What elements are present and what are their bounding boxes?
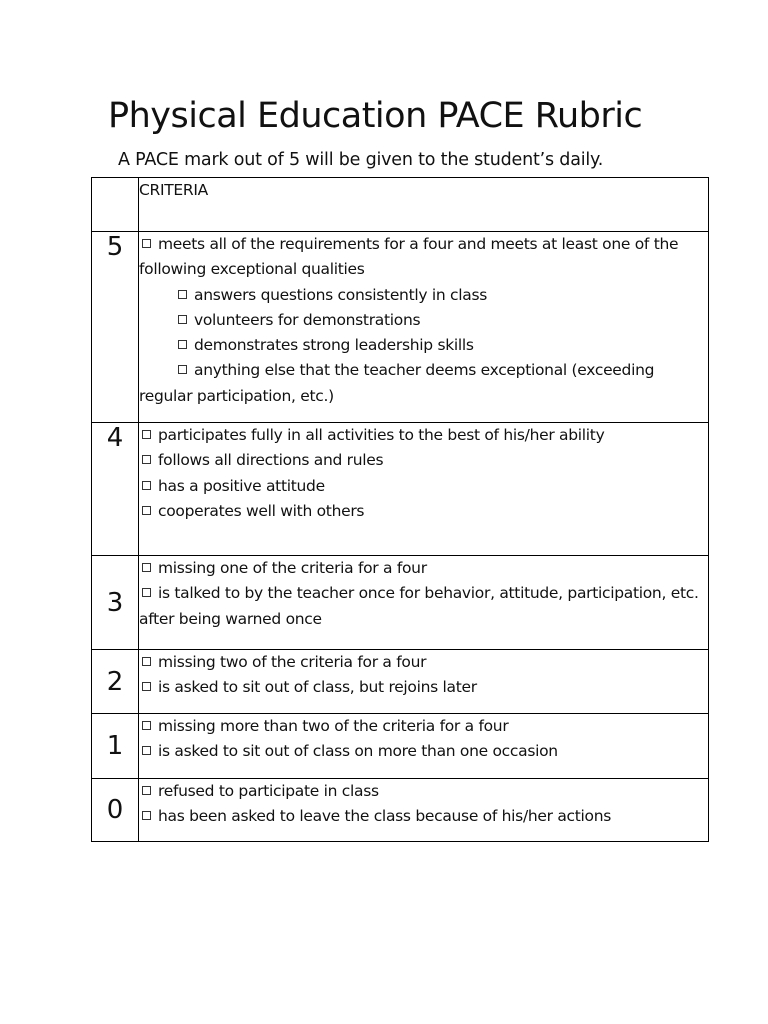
score-cell [92, 779, 139, 842]
criteria-item [139, 779, 708, 804]
checkbox-icon [178, 365, 187, 374]
criteria-item [139, 714, 708, 739]
criteria-text: cooperates well with others [158, 501, 365, 520]
header-score-cell [92, 178, 139, 232]
criteria-item [139, 650, 708, 675]
checkbox-icon [142, 506, 151, 515]
criteria-text: demonstrates strong leadership skills [194, 336, 474, 355]
score-value: 1 [106, 731, 124, 761]
criteria-subitem [139, 308, 708, 333]
criteria-text: missing more than two of the criteria for a four [158, 717, 509, 735]
score-value: 5 [106, 232, 124, 262]
criteria-cell [139, 556, 709, 650]
score-value: 3 [106, 587, 124, 618]
score-value: 4 [106, 423, 124, 453]
checkbox-icon [142, 746, 151, 755]
criteria-item [139, 804, 708, 829]
checkbox-icon [142, 455, 151, 464]
criteria-text: has a positive attitude [158, 476, 325, 495]
criteria-text: is talked to by the teacher once for behavior, attitude, participation, etc. after being warned once [139, 584, 699, 628]
criteria-text: is asked to sit out of class, but rejoins later [158, 678, 477, 697]
criteria-text: answers questions consistently in class [194, 285, 487, 304]
rubric-table [91, 177, 709, 842]
criteria-text: follows all directions and rules [158, 451, 384, 470]
criteria-subitem [139, 358, 708, 409]
criteria-item [139, 423, 708, 448]
criteria-item [139, 675, 708, 700]
checkbox-icon [142, 657, 151, 666]
checkbox-icon [142, 430, 151, 439]
criteria-item [139, 581, 708, 632]
criteria-item [139, 474, 708, 499]
rubric-row-5 [92, 232, 709, 423]
table-header-row [92, 178, 709, 232]
criteria-item [139, 739, 708, 764]
criteria-text: meets all of the requirements for a four and meets at least one of the following exceptional qualities [139, 235, 679, 279]
checkbox-icon [178, 340, 187, 349]
score-cell [92, 714, 139, 779]
criteria-text: missing one of the criteria for a four [158, 559, 427, 577]
checkbox-icon [142, 563, 151, 572]
checkbox-icon [142, 811, 151, 820]
criteria-text: has been asked to leave the class because of his/her actions [158, 807, 612, 826]
score-value: 0 [106, 795, 124, 825]
score-value: 2 [106, 666, 124, 697]
score-cell [92, 556, 139, 650]
checkbox-icon [142, 721, 151, 730]
criteria-text: participates fully in all activities to the best of his/her ability [158, 426, 605, 444]
rubric-row-0 [92, 779, 709, 842]
criteria-cell [139, 714, 709, 779]
page-title: Physical Education PACE Rubric [108, 96, 643, 136]
criteria-heading: CRITERIA [139, 181, 208, 199]
rubric-row-4 [92, 423, 709, 556]
header-criteria-cell [139, 178, 709, 232]
score-cell [92, 423, 139, 556]
criteria-cell [139, 423, 709, 556]
criteria-subitem [139, 333, 708, 358]
criteria-item [139, 448, 708, 473]
criteria-text: is asked to sit out of class on more than one occasion [158, 742, 558, 761]
checkbox-icon [142, 481, 151, 490]
checkbox-icon [178, 290, 187, 299]
criteria-text: missing two of the criteria for a four [158, 653, 427, 671]
rubric-row-1 [92, 714, 709, 779]
criteria-cell [139, 779, 709, 842]
criteria-cell [139, 232, 709, 423]
score-cell [92, 232, 139, 423]
criteria-text: anything else that the teacher deems exceptional (exceeding regular participation, etc.) [139, 361, 655, 405]
criteria-cell [139, 650, 709, 714]
checkbox-icon [142, 588, 151, 597]
criteria-item [139, 232, 708, 283]
page-subtitle: A PACE mark out of 5 will be given to the student’s daily. [118, 150, 604, 170]
criteria-text: refused to participate in class [158, 782, 379, 800]
score-cell [92, 650, 139, 714]
checkbox-icon [142, 239, 151, 248]
rubric-row-2 [92, 650, 709, 714]
criteria-item [139, 499, 708, 524]
checkbox-icon [178, 315, 187, 324]
criteria-text: volunteers for demonstrations [194, 310, 421, 329]
checkbox-icon [142, 786, 151, 795]
criteria-item [139, 556, 708, 581]
checkbox-icon [142, 682, 151, 691]
criteria-subitem [139, 283, 708, 308]
rubric-row-3 [92, 556, 709, 650]
